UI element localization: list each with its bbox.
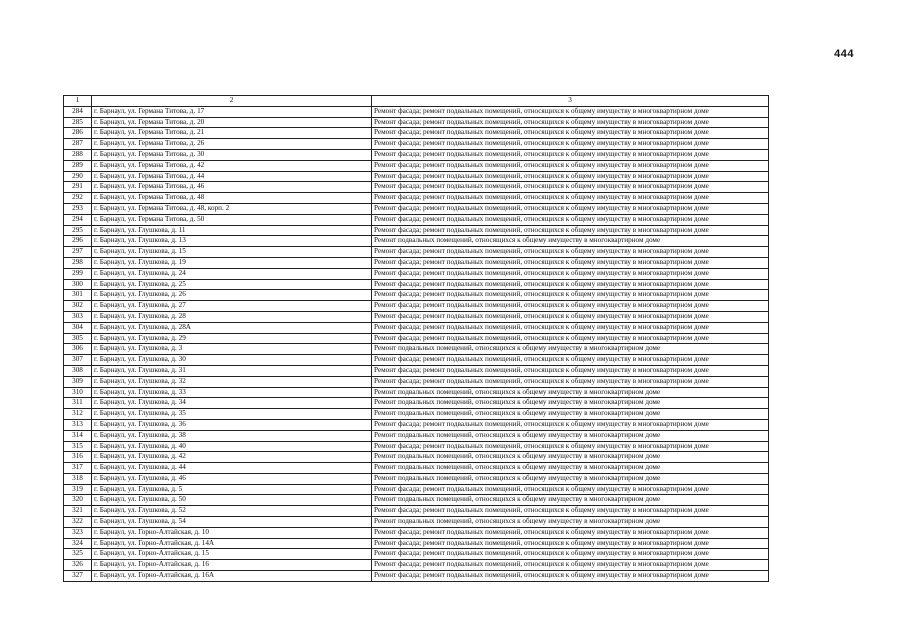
table-row [64,376,769,387]
row-address: г. Барнаул, ул. Глушкова, д. 13 [92,236,372,247]
table-header-row [64,96,769,107]
row-work-type: Ремонт фасада; ремонт подвальных помещений, относящихся к общему имуществу в многоквартирном доме [372,193,769,204]
row-work-type: Ремонт фасада; ремонт подвальных помещений, относящихся к общему имуществу в многоквартирном доме [372,182,769,193]
table-row [64,301,769,312]
row-work-type: Ремонт фасада; ремонт подвальных помещений, относящихся к общему имуществу в многоквартирном доме [372,355,769,366]
row-work-type: Ремонт подвальных помещений, относящихся к общему имуществу в многоквартирном доме [372,495,769,506]
table-row [64,387,769,398]
row-work-type: Ремонт фасада; ремонт подвальных помещений, относящихся к общему имуществу в многоквартирном доме [372,560,769,571]
table-row [64,430,769,441]
table-row [64,571,769,582]
row-work-type: Ремонт фасада; ремонт подвальных помещений, относящихся к общему имуществу в многоквартирном доме [372,106,769,117]
table-row [64,365,769,376]
row-number: 306 [64,344,92,355]
row-address: г. Барнаул, ул. Глушкова, д. 28 [92,311,372,322]
table-body [64,106,769,581]
row-address: г. Барнаул, ул. Глушкова, д. 42 [92,452,372,463]
row-work-type: Ремонт фасада; ремонт подвальных помещений, относящихся к общему имуществу в многоквартирном доме [372,322,769,333]
row-work-type: Ремонт фасада; ремонт подвальных помещений, относящихся к общему имуществу в многоквартирном доме [372,538,769,549]
row-number: 319 [64,484,92,495]
row-work-type: Ремонт фасада; ремонт подвальных помещений, относящихся к общему имуществу в многоквартирном доме [372,419,769,430]
table-row [64,538,769,549]
row-work-type: Ремонт фасада; ремонт подвальных помещений, относящихся к общему имуществу в многоквартирном доме [372,225,769,236]
row-address: г. Барнаул, ул. Германа Титова, д. 48 [92,193,372,204]
table-row [64,193,769,204]
row-address: г. Барнаул, ул. Горно-Алтайская, д. 10 [92,527,372,538]
table-row [64,441,769,452]
column-header-work-type: 3 [372,96,769,107]
row-number: 315 [64,441,92,452]
table-row [64,506,769,517]
row-number: 320 [64,495,92,506]
table-row [64,128,769,139]
row-work-type: Ремонт фасада; ремонт подвальных помещений, относящихся к общему имуществу в многоквартирном доме [372,214,769,225]
table-row [64,322,769,333]
table-row [64,214,769,225]
row-address: г. Барнаул, ул. Германа Титова, д. 44 [92,171,372,182]
page-number: 444 [834,48,854,60]
table-row [64,247,769,258]
table-row [64,527,769,538]
row-address: г. Барнаул, ул. Глушкова, д. 26 [92,290,372,301]
row-address: г. Барнаул, ул. Глушкова, д. 19 [92,257,372,268]
row-address: г. Барнаул, ул. Германа Титова, д. 48, корп. 2 [92,203,372,214]
row-number: 322 [64,517,92,528]
row-number: 304 [64,322,92,333]
row-number: 316 [64,452,92,463]
table-row [64,452,769,463]
row-number: 313 [64,419,92,430]
row-number: 300 [64,279,92,290]
table-row [64,419,769,430]
row-work-type: Ремонт фасада; ремонт подвальных помещений, относящихся к общему имуществу в многоквартирном доме [372,571,769,582]
document-table [63,95,769,582]
row-work-type: Ремонт фасада; ремонт подвальных помещений, относящихся к общему имуществу в многоквартирном доме [372,268,769,279]
row-address: г. Барнаул, ул. Германа Титова, д. 21 [92,128,372,139]
table-row [64,117,769,128]
table-row [64,171,769,182]
row-number: 289 [64,160,92,171]
row-address: г. Барнаул, ул. Глушкова, д. 25 [92,279,372,290]
row-work-type: Ремонт фасада; ремонт подвальных помещений, относящихся к общему имуществу в многоквартирном доме [372,484,769,495]
row-work-type: Ремонт фасада; ремонт подвальных помещений, относящихся к общему имуществу в многоквартирном доме [372,376,769,387]
row-number: 305 [64,333,92,344]
row-work-type: Ремонт фасада; ремонт подвальных помещений, относящихся к общему имуществу в многоквартирном доме [372,311,769,322]
row-number: 294 [64,214,92,225]
row-address: г. Барнаул, ул. Глушкова, д. 40 [92,441,372,452]
row-work-type: Ремонт фасада; ремонт подвальных помещений, относящихся к общему имуществу в многоквартирном доме [372,117,769,128]
row-address: г. Барнаул, ул. Глушкова, д. 24 [92,268,372,279]
row-address: г. Барнаул, ул. Германа Титова, д. 26 [92,139,372,150]
row-number: 287 [64,139,92,150]
row-address: г. Барнаул, ул. Глушкова, д. 31 [92,365,372,376]
row-number: 292 [64,193,92,204]
row-address: г. Барнаул, ул. Германа Титова, д. 42 [92,160,372,171]
row-number: 299 [64,268,92,279]
row-number: 308 [64,365,92,376]
row-address: г. Барнаул, ул. Горно-Алтайская, д. 14А [92,538,372,549]
table-row [64,344,769,355]
row-work-type: Ремонт фасада; ремонт подвальных помещений, относящихся к общему имуществу в многоквартирном доме [372,149,769,160]
row-address: г. Барнаул, ул. Германа Титова, д. 17 [92,106,372,117]
row-address: г. Барнаул, ул. Глушкова, д. 29 [92,333,372,344]
row-address: г. Барнаул, ул. Германа Титова, д. 20 [92,117,372,128]
row-address: г. Барнаул, ул. Германа Титова, д. 50 [92,214,372,225]
row-number: 286 [64,128,92,139]
column-header-address: 2 [92,96,372,107]
row-address: г. Барнаул, ул. Глушкова, д. 52 [92,506,372,517]
row-work-type: Ремонт подвальных помещений, относящихся к общему имуществу в многоквартирном доме [372,463,769,474]
row-work-type: Ремонт подвальных помещений, относящихся к общему имуществу в многоквартирном доме [372,517,769,528]
row-work-type: Ремонт фасада; ремонт подвальных помещений, относящихся к общему имуществу в многоквартирном доме [372,549,769,560]
table-row [64,236,769,247]
row-number: 321 [64,506,92,517]
row-work-type: Ремонт фасада; ремонт подвальных помещений, относящихся к общему имуществу в многоквартирном доме [372,160,769,171]
row-work-type: Ремонт фасада; ремонт подвальных помещений, относящихся к общему имуществу в многоквартирном доме [372,247,769,258]
row-number: 318 [64,473,92,484]
row-work-type: Ремонт подвальных помещений, относящихся к общему имуществу в многоквартирном доме [372,452,769,463]
table-row [64,484,769,495]
table-row [64,311,769,322]
row-number: 310 [64,387,92,398]
table-row [64,106,769,117]
row-address: г. Барнаул, ул. Глушкова, д. 36 [92,419,372,430]
row-number: 298 [64,257,92,268]
row-address: г. Барнаул, ул. Глушкова, д. 5 [92,484,372,495]
row-number: 284 [64,106,92,117]
row-address: г. Барнаул, ул. Глушкова, д. 15 [92,247,372,258]
row-number: 296 [64,236,92,247]
row-address: г. Барнаул, ул. Глушкова, д. 33 [92,387,372,398]
table-row [64,560,769,571]
row-work-type: Ремонт фасада; ремонт подвальных помещений, относящихся к общему имуществу в многоквартирном доме [372,203,769,214]
row-number: 303 [64,311,92,322]
row-number: 327 [64,571,92,582]
row-work-type: Ремонт подвальных помещений, относящихся к общему имуществу в многоквартирном доме [372,236,769,247]
table-row [64,333,769,344]
table-row [64,203,769,214]
row-address: г. Барнаул, ул. Горно-Алтайская, д. 16 [92,560,372,571]
row-address: г. Барнаул, ул. Глушкова, д. 34 [92,398,372,409]
table-row [64,355,769,366]
row-work-type: Ремонт фасада; ремонт подвальных помещений, относящихся к общему имуществу в многоквартирном доме [372,139,769,150]
table-row [64,139,769,150]
row-work-type: Ремонт фасада; ремонт подвальных помещений, относящихся к общему имуществу в многоквартирном доме [372,279,769,290]
table-row [64,517,769,528]
table-row [64,549,769,560]
row-address: г. Барнаул, ул. Глушкова, д. 50 [92,495,372,506]
row-work-type: Ремонт фасада; ремонт подвальных помещений, относящихся к общему имуществу в многоквартирном доме [372,506,769,517]
row-address: г. Барнаул, ул. Глушкова, д. 28А [92,322,372,333]
row-work-type: Ремонт фасада; ремонт подвальных помещений, относящихся к общему имуществу в многоквартирном доме [372,365,769,376]
row-address: г. Барнаул, ул. Германа Титова, д. 30 [92,149,372,160]
row-address: г. Барнаул, ул. Глушкова, д. 54 [92,517,372,528]
row-address: г. Барнаул, ул. Глушкова, д. 30 [92,355,372,366]
table-row [64,279,769,290]
row-number: 325 [64,549,92,560]
row-address: г. Барнаул, ул. Глушкова, д. 38 [92,430,372,441]
row-address: г. Барнаул, ул. Глушкова, д. 32 [92,376,372,387]
row-number: 324 [64,538,92,549]
row-address: г. Барнаул, ул. Глушкова, д. 27 [92,301,372,312]
row-address: г. Барнаул, ул. Глушкова, д. 3 [92,344,372,355]
row-number: 295 [64,225,92,236]
table-row [64,182,769,193]
row-address: г. Барнаул, ул. Глушкова, д. 35 [92,409,372,420]
row-address: г. Барнаул, ул. Глушкова, д. 46 [92,473,372,484]
row-work-type: Ремонт фасада; ремонт подвальных помещений, относящихся к общему имуществу в многоквартирном доме [372,171,769,182]
row-address: г. Барнаул, ул. Глушкова, д. 44 [92,463,372,474]
table-row [64,398,769,409]
table-row [64,257,769,268]
row-work-type: Ремонт фасада; ремонт подвальных помещений, относящихся к общему имуществу в многоквартирном доме [372,333,769,344]
row-number: 326 [64,560,92,571]
row-work-type: Ремонт подвальных помещений, относящихся к общему имуществу в многоквартирном доме [372,473,769,484]
row-work-type: Ремонт фасада; ремонт подвальных помещений, относящихся к общему имуществу в многоквартирном доме [372,257,769,268]
row-number: 301 [64,290,92,301]
table-row [64,409,769,420]
row-number: 302 [64,301,92,312]
table-row [64,495,769,506]
table-row [64,268,769,279]
row-work-type: Ремонт подвальных помещений, относящихся к общему имуществу в многоквартирном доме [372,387,769,398]
row-work-type: Ремонт подвальных помещений, относящихся к общему имуществу в многоквартирном доме [372,344,769,355]
row-work-type: Ремонт фасада; ремонт подвальных помещений, относящихся к общему имуществу в многоквартирном доме [372,290,769,301]
row-work-type: Ремонт подвальных помещений, относящихся к общему имуществу в многоквартирном доме [372,430,769,441]
column-header-number: 1 [64,96,92,107]
table-row [64,473,769,484]
row-work-type: Ремонт фасада; ремонт подвальных помещений, относящихся к общему имуществу в многоквартирном доме [372,128,769,139]
row-address: г. Барнаул, ул. Глушкова, д. 11 [92,225,372,236]
row-number: 311 [64,398,92,409]
row-number: 317 [64,463,92,474]
row-number: 288 [64,149,92,160]
row-number: 290 [64,171,92,182]
row-work-type: Ремонт фасада; ремонт подвальных помещений, относящихся к общему имуществу в многоквартирном доме [372,441,769,452]
row-number: 314 [64,430,92,441]
row-number: 312 [64,409,92,420]
table-row [64,160,769,171]
row-number: 291 [64,182,92,193]
row-work-type: Ремонт подвальных помещений, относящихся к общему имуществу в многоквартирном доме [372,398,769,409]
row-number: 285 [64,117,92,128]
row-number: 323 [64,527,92,538]
row-address: г. Барнаул, ул. Германа Титова, д. 46 [92,182,372,193]
table-row [64,290,769,301]
row-number: 297 [64,247,92,258]
row-address: г. Барнаул, ул. Горно-Алтайская, д. 15 [92,549,372,560]
row-address: г. Барнаул, ул. Горно-Алтайская, д. 16А [92,571,372,582]
table-row [64,225,769,236]
row-number: 293 [64,203,92,214]
row-number: 307 [64,355,92,366]
table-row [64,463,769,474]
row-work-type: Ремонт подвальных помещений, относящихся к общему имуществу в многоквартирном доме [372,409,769,420]
row-work-type: Ремонт фасада; ремонт подвальных помещений, относящихся к общему имуществу в многоквартирном доме [372,301,769,312]
row-number: 309 [64,376,92,387]
row-work-type: Ремонт фасада; ремонт подвальных помещений, относящихся к общему имуществу в многоквартирном доме [372,527,769,538]
table-row [64,149,769,160]
